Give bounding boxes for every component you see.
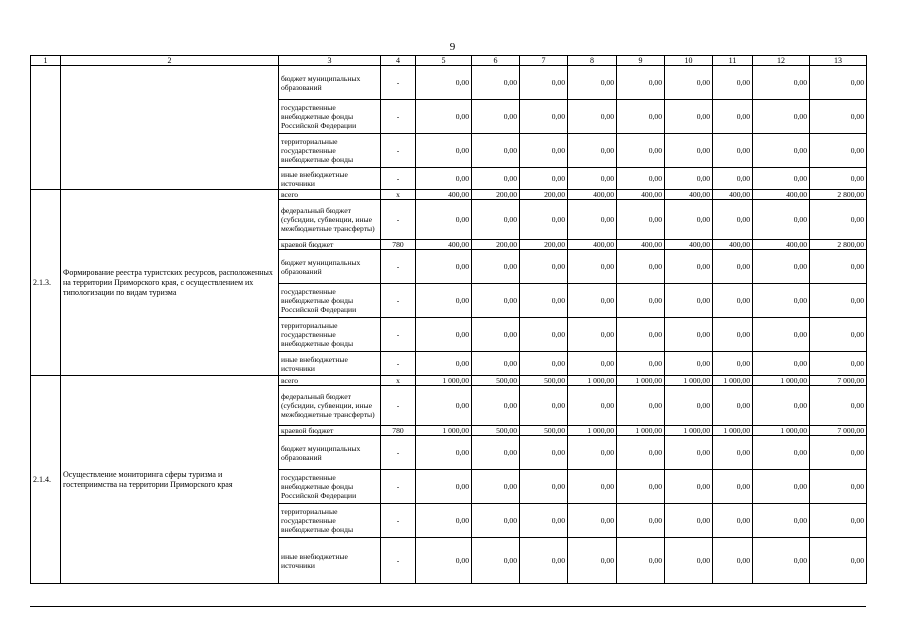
column-header: 2: [61, 56, 279, 66]
amount-cell: 0,00: [713, 134, 753, 168]
funding-source-cell: иные внебюджетные источники: [279, 352, 381, 376]
amount-cell: 0,00: [810, 168, 867, 190]
ministry-code-cell: -: [381, 168, 416, 190]
column-header-row: [31, 56, 867, 66]
amount-cell: 0,00: [568, 470, 617, 504]
amount-cell: 200,00: [520, 240, 568, 250]
amount-cell: 1 000,00: [568, 426, 617, 436]
amount-cell: 0,00: [665, 134, 713, 168]
amount-cell: 0,00: [568, 538, 617, 584]
amount-cell: 0,00: [810, 250, 867, 284]
amount-cell: 500,00: [520, 426, 568, 436]
amount-cell: 0,00: [617, 100, 665, 134]
amount-cell: 0,00: [753, 318, 810, 352]
amount-cell: 0,00: [810, 100, 867, 134]
amount-cell: 0,00: [472, 200, 520, 240]
amount-cell: 0,00: [713, 200, 753, 240]
amount-cell: 0,00: [416, 168, 472, 190]
ministry-code-cell: -: [381, 436, 416, 470]
amount-cell: 0,00: [810, 318, 867, 352]
amount-cell: 0,00: [665, 538, 713, 584]
amount-cell: 0,00: [416, 318, 472, 352]
ministry-code-cell: -: [381, 352, 416, 376]
funding-source-cell: федеральный бюджет (субсидии, субвенции, иные межбюджетные трансферты): [279, 386, 381, 426]
amount-cell: 400,00: [713, 190, 753, 200]
amount-cell: 0,00: [568, 168, 617, 190]
item-name-cell: Осуществление мониторинга сферы туризма и гостеприимства на территории Приморского края: [61, 376, 279, 584]
amount-cell: 0,00: [568, 66, 617, 100]
amount-cell: 0,00: [472, 134, 520, 168]
amount-cell: 0,00: [753, 538, 810, 584]
amount-cell: 0,00: [713, 470, 753, 504]
amount-cell: 0,00: [416, 134, 472, 168]
amount-cell: 0,00: [472, 284, 520, 318]
amount-cell: 0,00: [416, 66, 472, 100]
column-header: 4: [381, 56, 416, 66]
amount-cell: 0,00: [665, 352, 713, 376]
ministry-code-cell: -: [381, 66, 416, 100]
amount-cell: 0,00: [617, 352, 665, 376]
amount-cell: 0,00: [753, 470, 810, 504]
amount-cell: 500,00: [520, 376, 568, 386]
amount-cell: 1 000,00: [416, 376, 472, 386]
amount-cell: 0,00: [665, 504, 713, 538]
amount-cell: 0,00: [713, 538, 753, 584]
amount-cell: 0,00: [416, 436, 472, 470]
amount-cell: 0,00: [753, 66, 810, 100]
amount-cell: 1 000,00: [568, 376, 617, 386]
amount-cell: 400,00: [568, 190, 617, 200]
amount-cell: 500,00: [472, 376, 520, 386]
amount-cell: 0,00: [520, 538, 568, 584]
amount-cell: 0,00: [568, 436, 617, 470]
amount-cell: 0,00: [617, 66, 665, 100]
funding-source-cell: краевой бюджет: [279, 426, 381, 436]
amount-cell: 0,00: [713, 504, 753, 538]
amount-cell: 0,00: [665, 284, 713, 318]
amount-cell: 0,00: [520, 504, 568, 538]
funding-source-cell: государственные внебюджетные фонды Российской Федерации: [279, 100, 381, 134]
amount-cell: 0,00: [520, 352, 568, 376]
amount-cell: 0,00: [713, 250, 753, 284]
amount-cell: 0,00: [520, 134, 568, 168]
amount-cell: 0,00: [520, 436, 568, 470]
amount-cell: 0,00: [416, 250, 472, 284]
column-header: 8: [568, 56, 617, 66]
amount-cell: 0,00: [472, 386, 520, 426]
amount-cell: 0,00: [416, 352, 472, 376]
column-header: 6: [472, 56, 520, 66]
funding-source-cell: бюджет муниципальных образований: [279, 250, 381, 284]
amount-cell: 0,00: [665, 100, 713, 134]
column-header: 12: [753, 56, 810, 66]
amount-cell: 0,00: [416, 200, 472, 240]
amount-cell: 0,00: [753, 386, 810, 426]
amount-cell: 0,00: [810, 66, 867, 100]
budget-table: [30, 55, 867, 584]
amount-cell: 0,00: [753, 250, 810, 284]
amount-cell: 0,00: [617, 538, 665, 584]
amount-cell: 0,00: [472, 352, 520, 376]
amount-cell: 0,00: [520, 66, 568, 100]
ministry-code-cell: 780: [381, 240, 416, 250]
amount-cell: 7 000,00: [810, 426, 867, 436]
ministry-code-cell: -: [381, 100, 416, 134]
amount-cell: 400,00: [568, 240, 617, 250]
amount-cell: 400,00: [416, 190, 472, 200]
ministry-code-cell: -: [381, 134, 416, 168]
amount-cell: 0,00: [713, 352, 753, 376]
ministry-code-cell: -: [381, 504, 416, 538]
funding-source-cell: иные внебюджетные источники: [279, 538, 381, 584]
page-number: 9: [449, 41, 456, 53]
amount-cell: 0,00: [617, 436, 665, 470]
amount-cell: 0,00: [617, 504, 665, 538]
item-code-cell: 2.1.3.: [31, 190, 61, 376]
amount-cell: 400,00: [665, 190, 713, 200]
column-header: 13: [810, 56, 867, 66]
amount-cell: 400,00: [665, 240, 713, 250]
amount-cell: 0,00: [713, 436, 753, 470]
amount-cell: 0,00: [568, 100, 617, 134]
amount-cell: 1 000,00: [416, 426, 472, 436]
table-body: [31, 66, 867, 584]
amount-cell: 0,00: [472, 318, 520, 352]
amount-cell: 0,00: [810, 436, 867, 470]
column-header: 10: [665, 56, 713, 66]
column-header: 11: [713, 56, 753, 66]
amount-cell: 0,00: [617, 134, 665, 168]
item-code-cell: 2.1.4.: [31, 376, 61, 584]
amount-cell: 0,00: [617, 250, 665, 284]
amount-cell: 0,00: [753, 352, 810, 376]
amount-cell: 1 000,00: [713, 426, 753, 436]
funding-source-cell: территориальные государственные внебюджетные фонды: [279, 134, 381, 168]
amount-cell: 1 000,00: [753, 376, 810, 386]
ministry-code-cell: -: [381, 318, 416, 352]
ministry-code-cell: -: [381, 470, 416, 504]
amount-cell: 200,00: [472, 190, 520, 200]
amount-cell: 0,00: [472, 250, 520, 284]
amount-cell: 0,00: [472, 538, 520, 584]
amount-cell: 0,00: [416, 100, 472, 134]
amount-cell: 500,00: [472, 426, 520, 436]
amount-cell: 0,00: [810, 200, 867, 240]
amount-cell: 0,00: [753, 200, 810, 240]
amount-cell: 0,00: [520, 100, 568, 134]
ministry-code-cell: -: [381, 200, 416, 240]
amount-cell: 0,00: [520, 318, 568, 352]
amount-cell: 0,00: [753, 100, 810, 134]
amount-cell: 400,00: [713, 240, 753, 250]
item-code-cell: [31, 66, 61, 190]
item-name-cell: Формирование реестра туристских ресурсов, расположенных на территории Приморского края, с осуществлением их типологизации по видам туризма: [61, 190, 279, 376]
ministry-code-cell: x: [381, 190, 416, 200]
ministry-code-cell: 780: [381, 426, 416, 436]
table-row: [31, 66, 867, 100]
amount-cell: 0,00: [617, 318, 665, 352]
column-header: 7: [520, 56, 568, 66]
amount-cell: 0,00: [568, 250, 617, 284]
amount-cell: 0,00: [617, 200, 665, 240]
amount-cell: 0,00: [713, 318, 753, 352]
amount-cell: 0,00: [416, 470, 472, 504]
amount-cell: 0,00: [665, 436, 713, 470]
funding-source-cell: иные внебюджетные источники: [279, 168, 381, 190]
amount-cell: 2 800,00: [810, 190, 867, 200]
amount-cell: 0,00: [665, 200, 713, 240]
amount-cell: 0,00: [416, 386, 472, 426]
amount-cell: 1 000,00: [617, 376, 665, 386]
amount-cell: 0,00: [665, 386, 713, 426]
amount-cell: 0,00: [520, 200, 568, 240]
column-header: 5: [416, 56, 472, 66]
ministry-code-cell: -: [381, 538, 416, 584]
amount-cell: 0,00: [713, 284, 753, 318]
amount-cell: 400,00: [416, 240, 472, 250]
amount-cell: 0,00: [665, 250, 713, 284]
amount-cell: 0,00: [472, 100, 520, 134]
ministry-code-cell: -: [381, 284, 416, 318]
amount-cell: 0,00: [617, 386, 665, 426]
amount-cell: 0,00: [713, 386, 753, 426]
table-row: [31, 376, 867, 386]
amount-cell: 0,00: [568, 386, 617, 426]
amount-cell: 0,00: [520, 250, 568, 284]
amount-cell: 0,00: [810, 470, 867, 504]
amount-cell: 0,00: [520, 284, 568, 318]
funding-source-cell: территориальные государственные внебюджетные фонды: [279, 318, 381, 352]
amount-cell: 0,00: [753, 504, 810, 538]
ministry-code-cell: -: [381, 250, 416, 284]
amount-cell: 200,00: [472, 240, 520, 250]
amount-cell: 0,00: [810, 284, 867, 318]
amount-cell: 0,00: [568, 134, 617, 168]
funding-source-cell: федеральный бюджет (субсидии, субвенции, иные межбюджетные трансферты): [279, 200, 381, 240]
amount-cell: 400,00: [617, 240, 665, 250]
amount-cell: 0,00: [810, 134, 867, 168]
amount-cell: 0,00: [472, 470, 520, 504]
amount-cell: 0,00: [713, 66, 753, 100]
ministry-code-cell: x: [381, 376, 416, 386]
amount-cell: 0,00: [753, 168, 810, 190]
column-header: 9: [617, 56, 665, 66]
funding-source-cell: территориальные государственные внебюджетные фонды: [279, 504, 381, 538]
amount-cell: 0,00: [665, 66, 713, 100]
amount-cell: 0,00: [810, 352, 867, 376]
amount-cell: 0,00: [665, 168, 713, 190]
amount-cell: 7 000,00: [810, 376, 867, 386]
column-header: 3: [279, 56, 381, 66]
amount-cell: 0,00: [568, 352, 617, 376]
amount-cell: 0,00: [472, 504, 520, 538]
funding-source-cell: всего: [279, 376, 381, 386]
column-header: 1: [31, 56, 61, 66]
amount-cell: 0,00: [617, 284, 665, 318]
table-row: [31, 190, 867, 200]
amount-cell: 0,00: [665, 318, 713, 352]
amount-cell: 0,00: [810, 504, 867, 538]
table-bottom-rule: [30, 606, 866, 607]
amount-cell: 0,00: [472, 436, 520, 470]
amount-cell: 0,00: [810, 538, 867, 584]
amount-cell: 0,00: [568, 284, 617, 318]
amount-cell: 0,00: [753, 284, 810, 318]
item-name-cell: [61, 66, 279, 190]
amount-cell: 400,00: [753, 240, 810, 250]
amount-cell: 0,00: [568, 318, 617, 352]
funding-source-cell: государственные внебюджетные фонды Российской Федерации: [279, 284, 381, 318]
amount-cell: 200,00: [520, 190, 568, 200]
amount-cell: 0,00: [753, 134, 810, 168]
amount-cell: 0,00: [753, 436, 810, 470]
ministry-code-cell: -: [381, 386, 416, 426]
amount-cell: 0,00: [472, 66, 520, 100]
funding-source-cell: бюджет муниципальных образований: [279, 436, 381, 470]
amount-cell: 0,00: [520, 386, 568, 426]
amount-cell: 0,00: [568, 504, 617, 538]
amount-cell: 400,00: [753, 190, 810, 200]
amount-cell: 0,00: [416, 284, 472, 318]
funding-source-cell: краевой бюджет: [279, 240, 381, 250]
amount-cell: 2 800,00: [810, 240, 867, 250]
amount-cell: 0,00: [665, 470, 713, 504]
amount-cell: 1 000,00: [753, 426, 810, 436]
amount-cell: 400,00: [617, 190, 665, 200]
amount-cell: 1 000,00: [665, 376, 713, 386]
amount-cell: 0,00: [713, 168, 753, 190]
amount-cell: 0,00: [520, 168, 568, 190]
amount-cell: 0,00: [520, 470, 568, 504]
funding-source-cell: государственные внебюджетные фонды Российской Федерации: [279, 470, 381, 504]
amount-cell: 0,00: [713, 100, 753, 134]
amount-cell: 0,00: [617, 470, 665, 504]
funding-source-cell: бюджет муниципальных образований: [279, 66, 381, 100]
amount-cell: 1 000,00: [713, 376, 753, 386]
amount-cell: 0,00: [472, 168, 520, 190]
amount-cell: 0,00: [416, 538, 472, 584]
amount-cell: 1 000,00: [665, 426, 713, 436]
amount-cell: 0,00: [810, 386, 867, 426]
amount-cell: 0,00: [617, 168, 665, 190]
amount-cell: 0,00: [568, 200, 617, 240]
amount-cell: 0,00: [416, 504, 472, 538]
amount-cell: 1 000,00: [617, 426, 665, 436]
funding-source-cell: всего: [279, 190, 381, 200]
